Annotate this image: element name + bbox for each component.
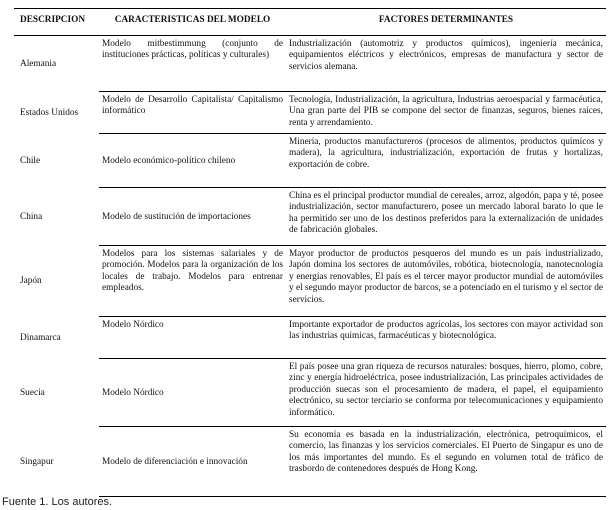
model-cell: Modelo de diferenciación e innovación [99,426,286,496]
country-cell: Estados Unidos [20,107,79,118]
table-row [14,358,606,426]
model-cell: Modelo económico-político chileno [99,133,286,187]
country-cell: Alemania [20,59,57,70]
header-factores: FACTORES DETERMINANTES [286,9,606,36]
model-cell: Modelos para los sistemas salariales y de promoción. Modelos para la organización de los locales de trabajo. Modelos para entrenar empleados. [99,245,286,316]
source-caption: Fuente 1. Los autores. [2,496,113,508]
model-cell: Modelo mitbestimmung (conjunto de instituciones prácticas, políticas y culturales) [99,35,286,91]
factors-cell: Importante exportador de productos agrícolas, los sectores con mayor actividad son las industrias químicas, farmacéuticas y biotecnológica. [286,316,606,358]
header-caracteristicas: CARACTERISTICAS DEL MODELO [99,9,286,36]
model-cell: Modelo de Desarrollo Capitalista/ Capitalismo informático [99,91,286,133]
table-row [14,426,606,496]
header-descripcion: DESCRIPCION [14,9,99,36]
table-row [14,91,606,133]
table-row [14,245,606,316]
factors-cell: China es el principal productor mundial de cereales, arroz, algodón, papa y té, posee industrialización, sector manufacturero, posee un mercado laboral barato lo que le ha permitido ser uno de los destinos preferidos para la externalización de unidades de fabricación globales. [286,187,606,245]
document [14,8,606,497]
table-row [14,316,606,358]
model-cell: Modelo de sustitución de importaciones [99,187,286,245]
model-cell: Modelo Nórdico [99,358,286,426]
table-row [14,187,606,245]
comparison-table [14,8,606,497]
table-row [14,35,606,91]
factors-cell: Mayor productor de productos pesqueros del mundo es un país industrializado, Japón domina los sectores de automóviles, robótica, biotecnología, nanotecnología y energías renovables, El país es el tercer mayor productor mundial de automóviles y el segundo mayor productor de barcos, se a potenciado en el turismo y el sector de servicios. [286,245,606,316]
factors-cell: El país posee una gran riqueza de recursos naturales: bosques, hierro, plomo, cobre, zinc y energía hidroeléctrica, posee industrialización, Las principales actividades de producción suecas son el procesamiento de madera, el papel, el equipamiento electrónico, su sector terciario se conforma por telecomunicaciones y equipamiento informático. [286,358,606,426]
country-cell: Japón [20,276,42,287]
country-cell: Singapur [20,456,54,467]
factors-cell: Minería, productos manufactureros (procesos de alimentos, productos químicos y madera), la agricultura, industrialización, exportación de frutas y hortalizas, exportación de cobre. [286,133,606,187]
model-cell: Modelo Nórdico [99,316,286,358]
country-cell: Suecia [20,387,45,398]
factors-cell: Su economía es basada en la industrialización, electrónica, petroquímicos, el comercio, las finanzas y los servicios comerciales. El Puerto de Singapur es uno de los más importantes del mundo. Es el segundo en volumen total de tráfico de trasbordo de contenedores después de Hong Kong. [286,426,606,496]
factors-cell: Industrialización (automotriz y productos químicos), ingeniería mecánica, equipamientos eléctricos y electrónicos, empresas de manufactura y sector de servicios alemana. [286,35,606,91]
table-header-row [14,9,606,36]
factors-cell: Tecnología, Industrialización, la agricultura, Industrias aeroespacial y farmacéutica, Una gran parte del PIB se compone del sector de finanzas, seguros, bienes raíces, renta y arrendamiento. [286,91,606,133]
country-cell: Chile [20,155,41,166]
country-cell: China [20,211,43,222]
table-row [14,133,606,187]
country-cell: Dinamarca [20,332,61,343]
